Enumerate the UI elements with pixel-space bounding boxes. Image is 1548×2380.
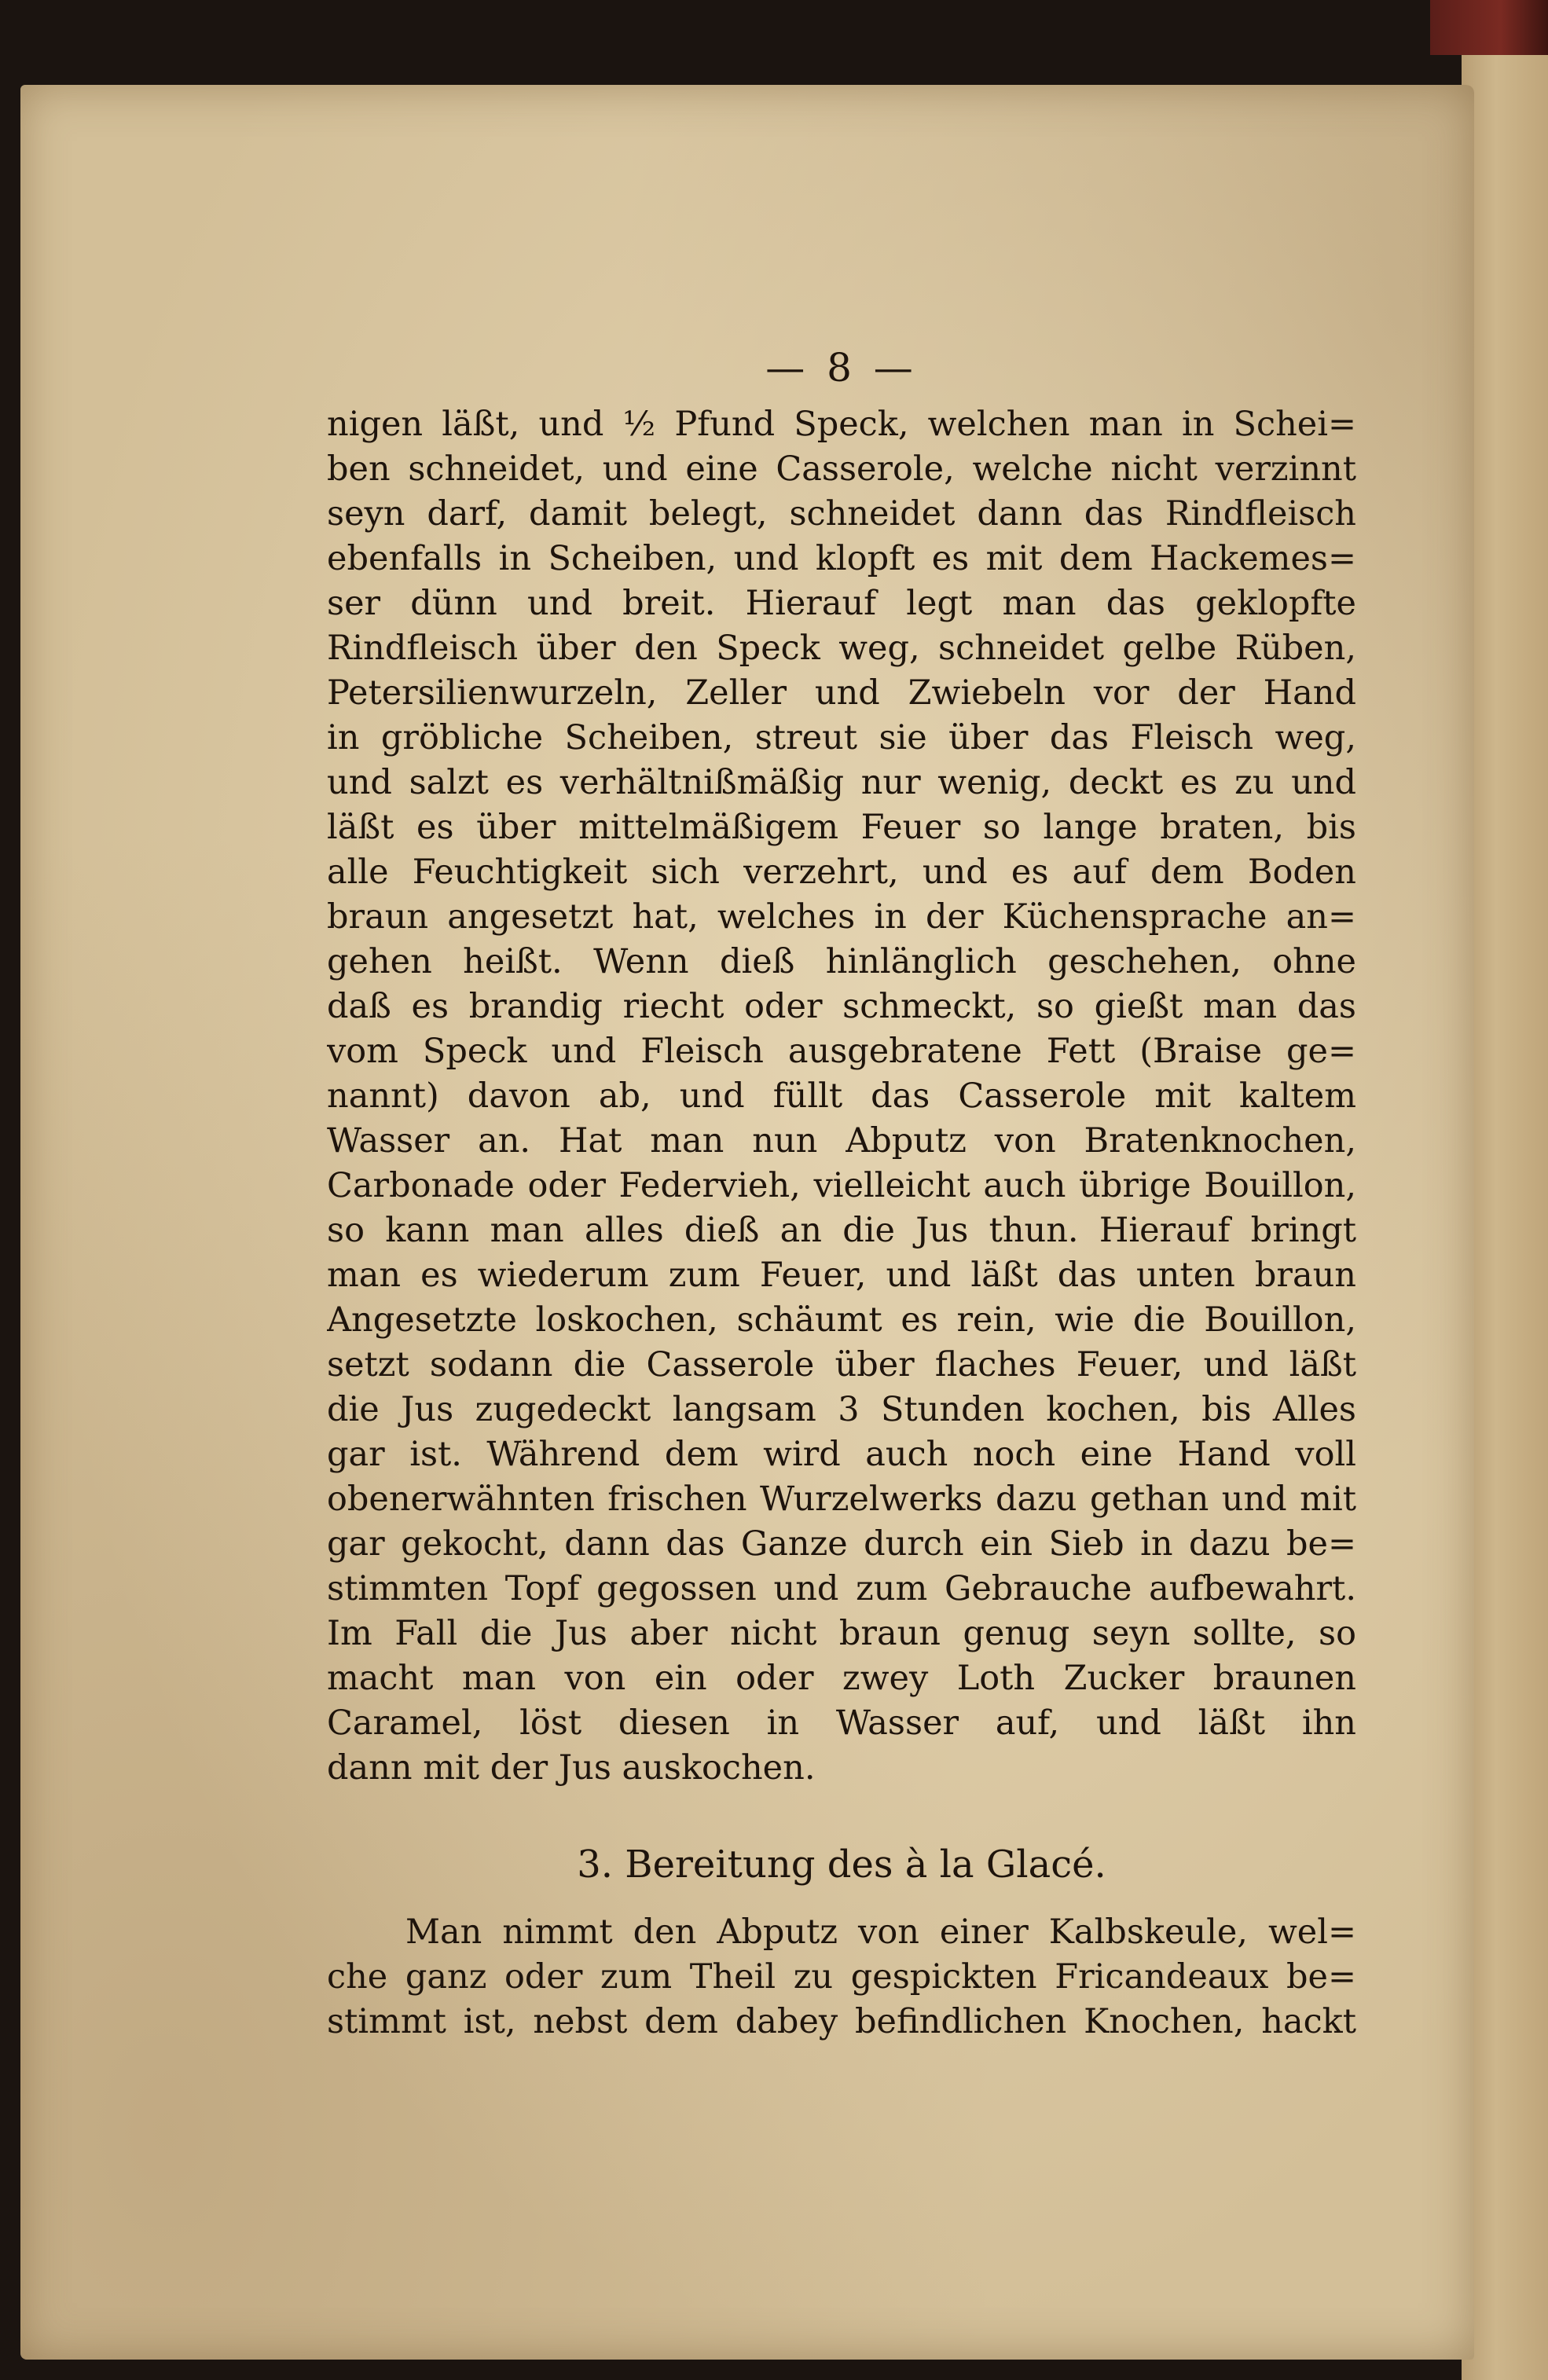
- text-line: läßt es über mittelmäßigem Feuer so lange braten, bis: [327, 808, 1356, 847]
- text-line: setzt sodann die Casserole über flaches Feuer, und läßt: [327, 1345, 1356, 1384]
- text-line: ben schneidet, und eine Casserole, welche nicht verzinnt: [327, 449, 1356, 489]
- text-line: obenerwähnten frischen Wurzelwerks dazu gethan und mit: [327, 1480, 1356, 1519]
- text-line: in gröbliche Scheiben, streut sie über das Fleisch weg,: [327, 718, 1356, 757]
- text-line: Caramel, löst diesen in Wasser auf, und läßt ihn: [327, 1703, 1356, 1743]
- paragraph-1: [327, 402, 1356, 1791]
- text-line: Angesetzte loskochen, schäumt es rein, wie die Bouillon,: [327, 1300, 1356, 1340]
- section-heading: 3. Bereitung des à la Glacé.: [577, 1843, 1106, 1887]
- text-line: dann mit der Jus auskochen.: [327, 1748, 816, 1788]
- text-line: che ganz oder zum Theil zu gespickten Fricandeaux be=: [327, 1957, 1356, 1997]
- cloth-binding: [1430, 0, 1548, 55]
- text-line: Rindfleisch über den Speck weg, schneidet gelbe Rüben,: [327, 629, 1356, 668]
- text-line: Man nimmt den Abputz von einer Kalbskeule, wel=: [405, 1912, 1356, 1952]
- text-line: gehen heißt. Wenn dieß hinlänglich geschehen, ohne: [327, 942, 1356, 981]
- text-line: alle Feuchtigkeit sich verzehrt, und es auf dem Boden: [327, 853, 1356, 892]
- text-line: vom Speck und Fleisch ausgebratene Fett (Braise ge=: [327, 1032, 1356, 1071]
- text-line: nannt) davon ab, und füllt das Casserole mit kaltem: [327, 1076, 1356, 1116]
- text-line: daß es brandig riecht oder schmeckt, so gießt man das: [327, 987, 1356, 1026]
- text-line: macht man von ein oder zwey Loth Zucker braunen: [327, 1659, 1356, 1698]
- text-line: gar ist. Während dem wird auch noch eine Hand voll: [327, 1435, 1356, 1474]
- text-line: nigen läßt, und ½ Pfund Speck, welchen man in Schei=: [327, 405, 1356, 444]
- text-line: Petersilienwurzeln, Zeller und Zwiebeln vor der Hand: [327, 673, 1356, 713]
- text-line: stimmten Topf gegossen und zum Gebrauche aufbewahrt.: [327, 1569, 1356, 1608]
- text-line: ser dünn und breit. Hierauf legt man das geklopfte: [327, 584, 1356, 623]
- text-line: Wasser an. Hat man nun Abputz von Bratenknochen,: [327, 1121, 1356, 1161]
- facing-page-edge: [1462, 55, 1548, 2380]
- page-number: — 8 —: [765, 345, 918, 391]
- text-line: seyn darf, damit belegt, schneidet dann das Rindfleisch: [327, 494, 1356, 534]
- text-line: Im Fall die Jus aber nicht braun genug seyn sollte, so: [327, 1614, 1356, 1653]
- text-line: braun angesetzt hat, welches in der Küchensprache an=: [327, 897, 1356, 937]
- paragraph-2: [327, 1910, 1356, 2044]
- text-line: Carbonade oder Federvieh, vielleicht auch übrige Bouillon,: [327, 1166, 1356, 1205]
- text-line: man es wiederum zum Feuer, und läßt das unten braun: [327, 1256, 1356, 1295]
- text-line: gar gekocht, dann das Ganze durch ein Sieb in dazu be=: [327, 1524, 1356, 1564]
- text-line: stimmt ist, nebst dem dabey befindlichen Knochen, hackt: [327, 2002, 1356, 2041]
- text-line: und salzt es verhältnißmäßig nur wenig, deckt es zu und: [327, 763, 1356, 802]
- text-block: [327, 344, 1356, 2044]
- text-line: ebenfalls in Scheiben, und klopft es mit dem Hackemes=: [327, 539, 1356, 578]
- book-page: [20, 85, 1474, 2360]
- text-line: die Jus zugedeckt langsam 3 Stunden kochen, bis Alles: [327, 1390, 1356, 1429]
- text-line: so kann man alles dieß an die Jus thun. Hierauf bringt: [327, 1211, 1356, 1250]
